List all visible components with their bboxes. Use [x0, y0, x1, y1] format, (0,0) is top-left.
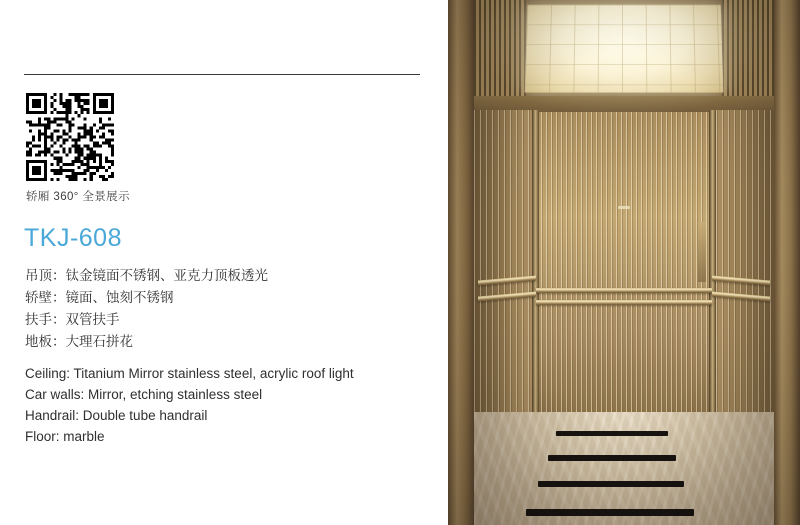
spec-line-en-walls: Car walls: Mirror, etching stainless steel — [25, 387, 263, 402]
page-title: TKJ-608 — [24, 224, 122, 252]
spec-line-en-floor: Floor: marble — [25, 429, 105, 444]
ceiling-slat-left — [474, 0, 526, 96]
qr-caption: 轿厢 360° 全景展示 — [26, 191, 130, 203]
spec-line-en-ceiling: Ceiling: Titanium Mirror stainless steel, acrylic roof light — [25, 366, 354, 381]
ceiling-spot-light — [618, 206, 630, 209]
car-wall-right — [710, 110, 774, 440]
qr-code[interactable] — [26, 93, 114, 181]
handrail-back-lower — [536, 300, 712, 305]
floor-inlay-2 — [548, 455, 676, 461]
header-divider — [24, 74, 420, 75]
spec-list-english — [25, 363, 435, 447]
ceiling-slat-right — [722, 0, 774, 96]
spec-line-cn-walls: 轿壁：镜面、蚀刻不锈钢 — [25, 290, 174, 305]
elevator-cab-photo — [448, 0, 800, 525]
car-wall-left — [474, 110, 538, 440]
ceiling-light-panel — [525, 5, 724, 93]
spec-list-chinese — [25, 265, 435, 353]
floor-inlay-3 — [538, 481, 684, 487]
spec-line-cn-ceiling: 吊顶：钛金镜面不锈钢、亚克力顶板透光 — [25, 268, 268, 283]
floor-inlay-1 — [556, 431, 668, 436]
handrail-back-upper — [536, 288, 712, 293]
spec-line-cn-floor: 地板：大理石拼花 — [25, 334, 133, 349]
ceiling-area — [474, 0, 774, 118]
car-wall-back — [536, 112, 712, 412]
door-frame-right — [774, 0, 800, 525]
control-panel[interactable] — [698, 222, 706, 282]
floor-inlay-4 — [526, 509, 694, 516]
spec-line-en-handrail: Handrail: Double tube handrail — [25, 408, 208, 423]
qr-code-canvas — [26, 93, 114, 181]
spec-line-cn-handrail: 扶手：双管扶手 — [25, 312, 120, 327]
door-frame-left — [448, 0, 474, 525]
